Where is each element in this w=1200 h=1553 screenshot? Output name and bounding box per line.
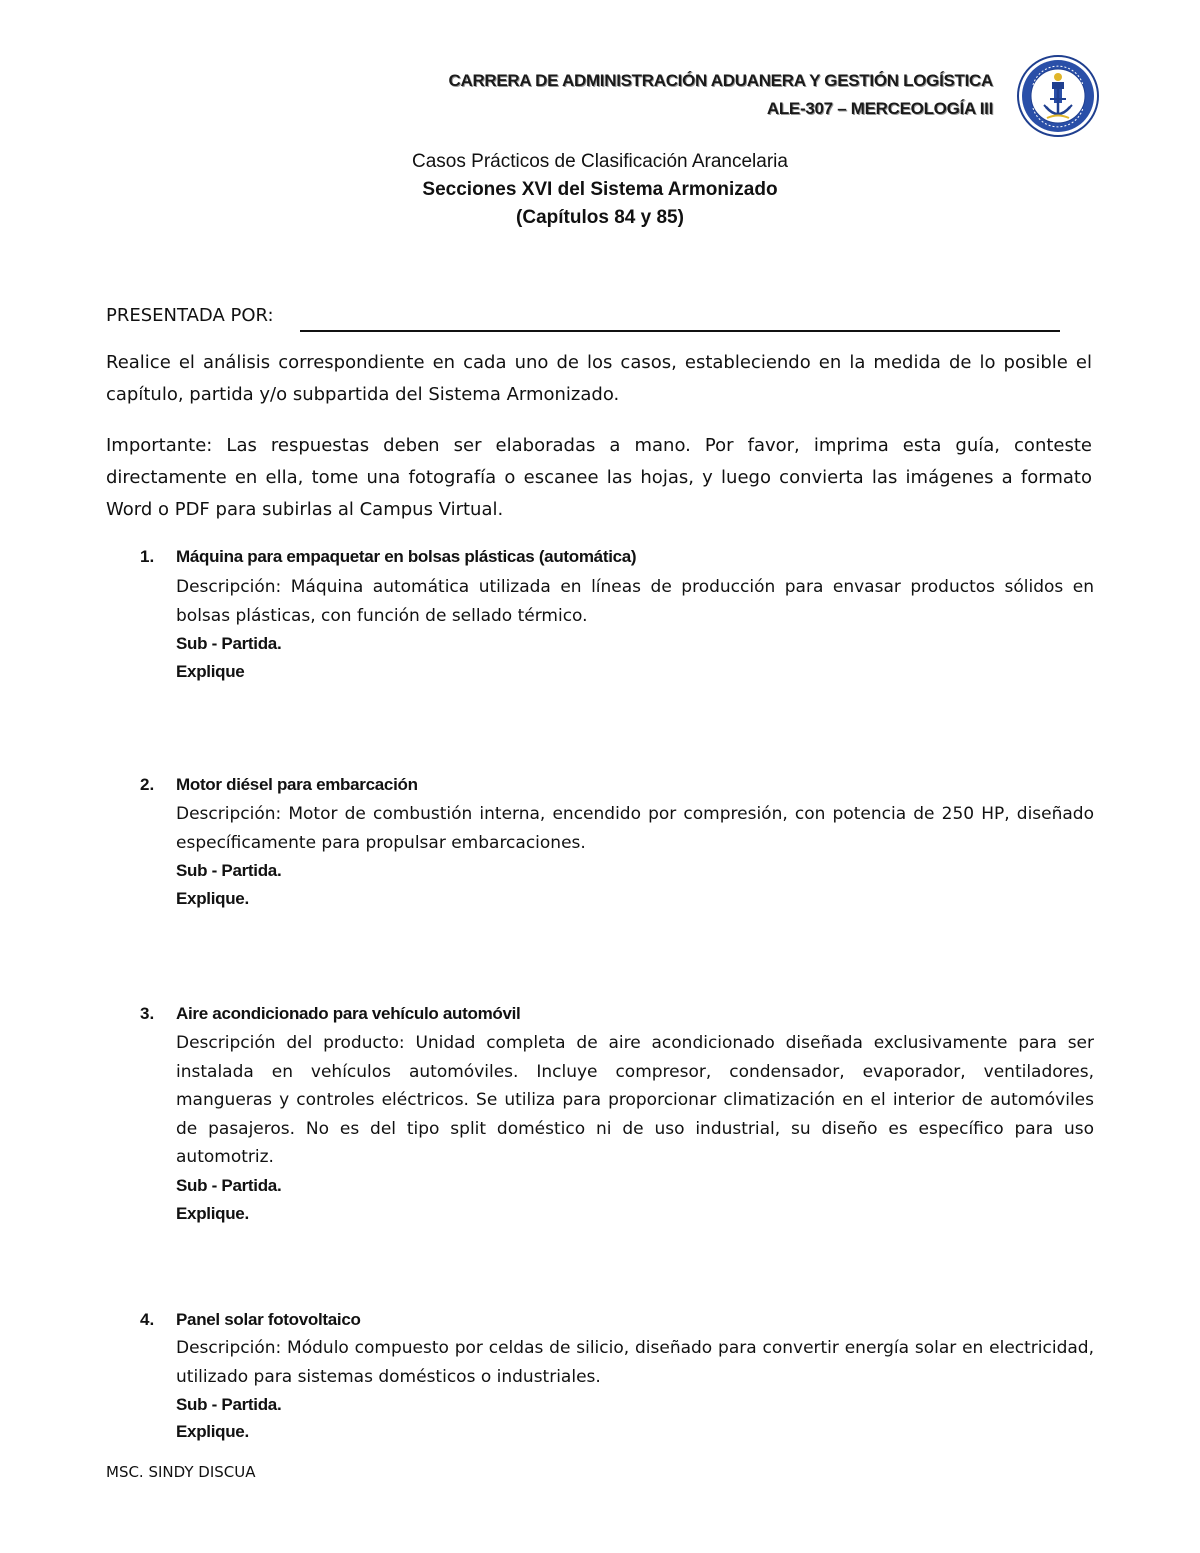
case-number: 2.	[140, 775, 155, 794]
document-subtitle: Secciones XVI del Sistema Armonizado	[422, 179, 778, 200]
case-title: Motor diésel para embarcación	[176, 775, 418, 794]
case-description: Descripción: Módulo compuesto por celdas de silicio, diseñado para convertir energía solar en electricidad, utilizado para sistemas domésticos o industriales.	[176, 1338, 1094, 1387]
header-course-code: ALE-307 – MERCEOLOGÍA III	[766, 99, 993, 118]
case-number: 3.	[140, 1004, 155, 1023]
case-description: Descripción: Motor de combustión interna, encendido por compresión, con potencia de 250 HP, diseñado específicamente para propulsar embarcaciones.	[176, 804, 1094, 853]
case-description: Descripción: Máquina automática utilizada en líneas de producción para envasar productos sólidos en bolsas plásticas, con función de sellado térmico.	[176, 577, 1094, 626]
case-number: 4.	[140, 1310, 155, 1329]
case-explique-label: Explique	[176, 662, 245, 681]
case-subpartida-label: Sub - Partida.	[176, 1395, 282, 1414]
instructions-paragraph: Realice el análisis correspondiente en cada uno de los casos, estableciendo en la medida de lo posible el capítulo, partida y/o subpartida del Sistema Armonizado.	[106, 352, 1092, 405]
case-explique-label: Explique.	[176, 1204, 249, 1223]
name-fill-line	[300, 330, 1060, 332]
case-title: Máquina para empaquetar en bolsas plásticas (automática)	[176, 547, 637, 566]
case-subpartida-label: Sub - Partida.	[176, 1176, 282, 1195]
case-subpartida-label: Sub - Partida.	[176, 861, 282, 880]
case-number: 1.	[140, 547, 155, 566]
important-note-paragraph: Importante: Las respuestas deben ser elaboradas a mano. Por favor, imprima esta guía, conteste directamente en ella, tome una fotografía o escanee las hojas, y luego convierta las imágenes a formato Word o PDF para subirlas al Campus Virtual.	[106, 435, 1092, 520]
case-description: Descripción del producto: Unidad completa de aire acondicionado diseñada exclusivamente para ser instalada en vehículos automóviles. Incluye compresor, condensador, evaporador, ventiladores, mangueras y controles eléctricos. Se utiliza para proporcionar climatización en el interior de automóviles de pasajeros. No es del tipo split doméstico ni de uso industrial, su diseño es específico para uso automotriz.	[176, 1033, 1094, 1167]
presentada-label: PRESENTADA POR:	[106, 305, 274, 326]
footer-author: MSC. SINDY DISCUA	[106, 1463, 256, 1481]
case-title: Panel solar fotovoltaico	[176, 1310, 361, 1329]
case-explique-label: Explique.	[176, 889, 249, 908]
case-title: Aire acondicionado para vehículo automóvil	[176, 1004, 521, 1023]
case-subpartida-label: Sub - Partida.	[176, 634, 282, 653]
case-explique-label: Explique.	[176, 1422, 249, 1441]
document-chapters: (Capítulos 84 y 85)	[516, 207, 684, 228]
document-title: Casos Prácticos de Clasificación Arancelaria	[412, 151, 788, 172]
university-seal-anchor-icon	[1017, 55, 1099, 137]
header-career-name: CARRERA DE ADMINISTRACIÓN ADUANERA Y GESTIÓN LOGÍSTICA	[448, 71, 993, 90]
